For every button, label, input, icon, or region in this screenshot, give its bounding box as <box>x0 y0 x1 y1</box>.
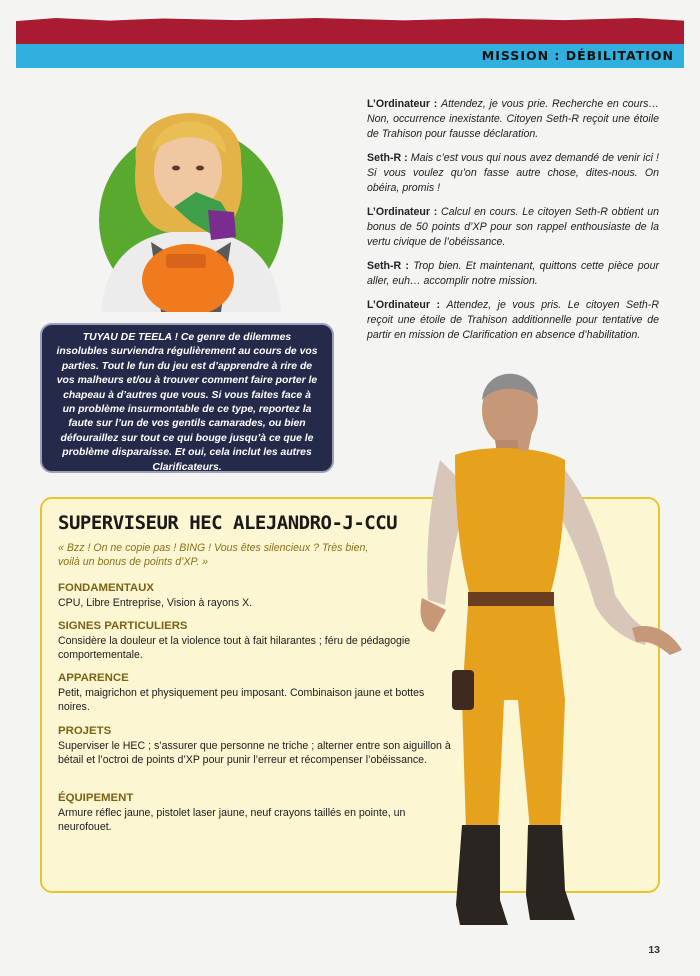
section-text-signes: Considère la douleur et la violence tout à fait hilarantes ; féru de pédagogie comportementale. <box>58 635 411 662</box>
page-number: 13 <box>648 944 660 956</box>
dialogue-text: Mais c’est vous qui nous avez demandé de venir ici ! Si vous voulez qu’on fasse autre chose, dites-nous. On obéira, promis ! <box>367 152 659 194</box>
dialogue-line <box>367 205 659 250</box>
tip-text: TUYAU DE TEELA ! Ce genre de dilemmes insolubles surviendra régulièrement au cours de vos parties. Tout le fun du jeu est d’apprendre à rire de vos malheurs et/ou à trouver comment faire porter le chapeau à d’autres que vous. Si vous faites face à un problème insurmontable de ce type, reportez la faute sur l’un de vos gentils camarades, ou bien défouraillez sur tout ce qui bouge jusqu’à ce que le problème disparaisse. Et oui, cela inclut les autres Clarificateurs. <box>56 332 318 473</box>
section-text-projets: Superviser le HEC ; s’assurer que personne ne triche ; alterner entre son aiguillon à bétail et l’octroi de points d’XP pour punir l’erreur et récompenser l’obéissance. <box>58 740 451 767</box>
dialogue-text: Trop bien. Et maintenant, quittons cette pièce pour aller, euh… accomplir notre mission. <box>367 260 659 287</box>
dialogue-text: Calcul en cours. Le citoyen Seth-R obtient un bonus de 50 points d’XP pour son rappel enthousiaste de la vertu civique de l’obéissance. <box>367 206 659 248</box>
section-text-fondamentaux: CPU, Libre Entreprise, Vision à rayons X. <box>58 597 253 609</box>
dialogue-speaker: Seth-R : <box>367 260 409 272</box>
dialogue-line <box>367 298 659 343</box>
character-name: SUPERVISEUR HEC ALEJANDRO-J-CCU <box>58 512 398 534</box>
dialogue-line <box>367 97 659 142</box>
teela-illustration <box>96 92 286 312</box>
section-title-fondamentaux: FONDAMENTAUX <box>58 582 154 594</box>
dialogue-text: Attendez, je vous prie. Recherche en cours… Non, occurrence inexistante. Citoyen Seth-R reçoit une étoile de Trahison pour fausse déclaration. <box>367 98 659 140</box>
section-text-equipement: Armure réflec jaune, pistolet laser jaune, neuf crayons taillés en pointe, un neurofouet. <box>58 807 406 834</box>
dialogue-speaker: L’Ordinateur : <box>367 206 438 218</box>
section-title-signes: SIGNES PARTICULIERS <box>58 620 188 632</box>
header-title: MISSION : DÉBILITATION <box>481 48 674 63</box>
teela-tip-box <box>40 323 334 473</box>
dialogue-block <box>367 97 659 352</box>
character-quote: « Bzz ! On ne copie pas ! BING ! Vous êtes silencieux ? Très bien, voilà un bonus de points d’XP. » <box>58 542 369 568</box>
dialogue-speaker: Seth-R : <box>367 152 408 164</box>
dialogue-speaker: L’Ordinateur : <box>367 98 438 110</box>
header-red-band <box>16 18 684 44</box>
section-title-apparence: APPARENCE <box>58 672 129 684</box>
alejandro-illustration <box>400 360 690 940</box>
section-title-equipement: ÉQUIPEMENT <box>58 792 134 804</box>
dialogue-text: Attendez, je vous pris. Le citoyen Seth-R reçoit une étoile de Trahison additionnelle pour tentative de partir en mission de Clarification en absence d’habilitation. <box>367 299 659 341</box>
dialogue-line <box>367 151 659 196</box>
dialogue-speaker: L’Ordinateur : <box>367 299 440 311</box>
section-text-apparence: Petit, maigrichon et physiquement peu imposant. Combinaison jaune et bottes noires. <box>58 687 425 714</box>
section-title-projets: PROJETS <box>58 725 112 737</box>
dialogue-line <box>367 259 659 289</box>
